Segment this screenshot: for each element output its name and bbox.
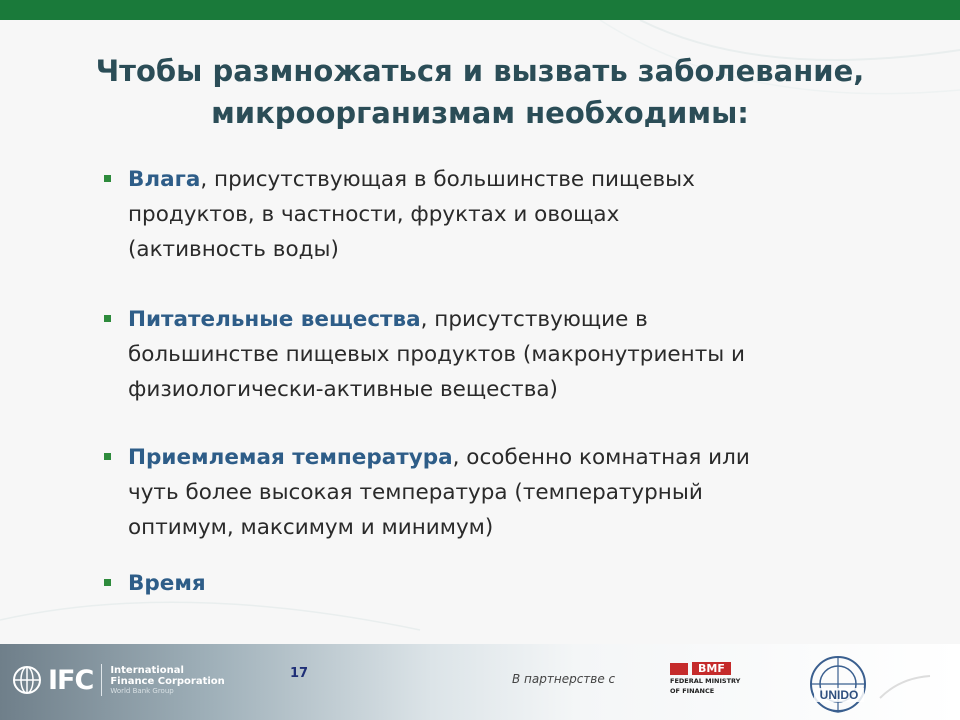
bullet-lead: Питательные вещества — [128, 307, 421, 332]
bullet-text: , присутствующая в большинстве пищевых — [200, 167, 695, 192]
partner-text: В партнерстве с — [512, 672, 616, 686]
bullet-nutrients — [104, 302, 745, 407]
ifc-abbreviation: IFC — [48, 664, 94, 696]
bullet-text: физиологически-активные вещества) — [128, 377, 558, 402]
globe-icon — [12, 665, 42, 695]
logo-divider — [101, 664, 102, 696]
top-accent-bar — [0, 0, 960, 20]
title-line-1: Чтобы размножаться и вызвать заболевание, — [95, 54, 865, 88]
bmf-line-2: OF FINANCE — [670, 687, 715, 695]
ifc-subtitle: World Bank Group — [110, 686, 174, 695]
title-line-2: микроорганизмам необходимы: — [211, 96, 749, 130]
page-number: 17 — [290, 666, 309, 681]
bullet-text: продуктов, в частности, фруктах и овощах — [128, 202, 620, 227]
bullet-time — [104, 566, 206, 601]
square-bullet-icon — [104, 579, 111, 586]
bmf-word: BMF — [692, 662, 731, 675]
bullet-text: большинстве пищевых продуктов (макронутриенты и — [128, 342, 746, 367]
unido-logo-icon — [800, 652, 940, 714]
bullet-moisture — [104, 162, 695, 267]
slide-title — [40, 50, 920, 134]
bmf-line-1: FEDERAL MINISTRY — [670, 677, 741, 685]
bmf-emblem-icon — [670, 663, 688, 675]
bullet-text: оптимум, максимум и минимум) — [128, 515, 494, 540]
bullet-lead: Влага — [128, 167, 201, 192]
bullet-text: , особенно комнатная или — [452, 445, 750, 470]
square-bullet-icon — [104, 175, 111, 182]
square-bullet-icon — [104, 453, 111, 460]
bullet-lead: Приемлемая температура — [128, 445, 453, 470]
ifc-name-line-1: International — [110, 664, 184, 676]
unido-text: UNIDO — [819, 688, 859, 702]
bullet-text: чуть более высокая температура (температурный — [128, 480, 703, 505]
bullet-lead: Время — [128, 571, 206, 596]
square-bullet-icon — [104, 315, 111, 322]
bullet-text: (активность воды) — [128, 237, 339, 262]
slide-footer — [0, 644, 960, 720]
ifc-logo — [12, 664, 225, 696]
ifc-name-line-2: Finance Corporation — [110, 675, 225, 687]
bullet-text: , присутствующие в — [420, 307, 648, 332]
bullet-temperature — [104, 440, 750, 545]
bmf-logo — [670, 662, 762, 695]
